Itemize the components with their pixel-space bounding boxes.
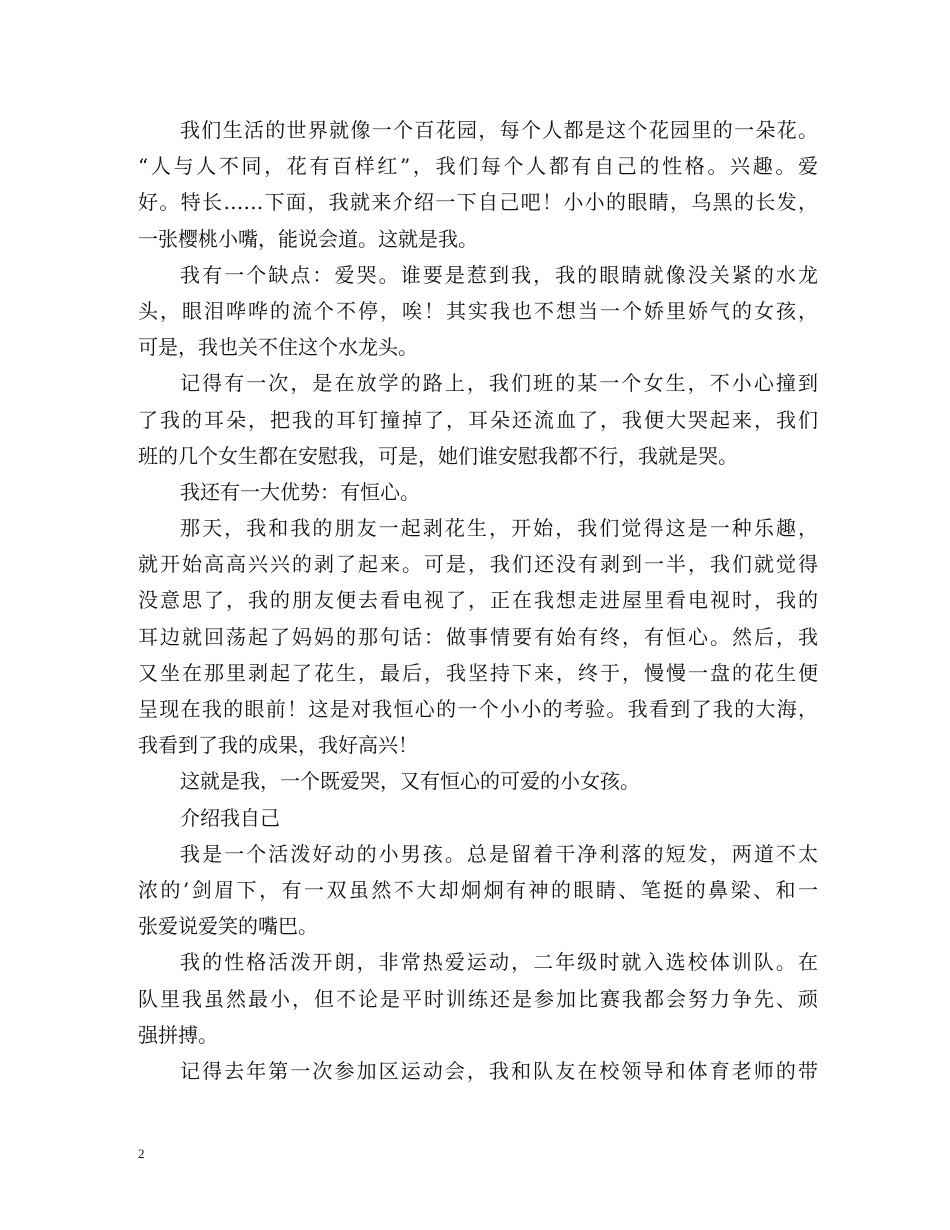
- paragraph-first-line: 记得去年第一次参加区运动会，我和队友在校领导和体育老师的带: [180, 1058, 818, 1083]
- paragraph-first-line: 那天，我和我的朋友一起剥花生，开始，我们觉得这是一种乐趣，: [180, 516, 818, 541]
- paragraph-line: 就开始高高兴兴的剥了起来。可是，我们还没有剥到一半，我们就觉得: [138, 552, 818, 577]
- paragraph-first-line: 我还有一大优势：有恒心。: [180, 479, 420, 504]
- paragraph-line: 强拼搏。: [138, 1022, 218, 1047]
- paragraph-line: 头，眼泪哗哗的流个不停，唉！其实我也不想当一个娇里娇气的女孩，: [138, 298, 818, 323]
- paragraph-first-line: 我的性格活泼开朗，非常热爱运动，二年级时就入选校体训队。在: [180, 950, 818, 975]
- paragraph-line: 耳边就回荡起了妈妈的那句话：做事情要有始有终，有恒心。然后，我: [138, 624, 818, 649]
- paragraph-line: 又坐在那里剥起了花生，最后，我坚持下来，终于，慢慢一盘的花生便: [138, 660, 818, 685]
- paragraph-first-line: 记得有一次，是在放学的路上，我们班的某一个女生，不小心撞到: [180, 371, 818, 396]
- paragraph-line: 浓的’剑眉下，有一双虽然不大却炯炯有神的眼睛、笔挺的鼻梁、和一: [138, 877, 818, 902]
- page-number: 2: [138, 1146, 145, 1161]
- paragraph-first-line: 我有一个缺点：爱哭。谁要是惹到我，我的眼睛就像没关紧的水龙: [180, 262, 818, 287]
- paragraph-line: 可是，我也关不住这个水龙头。: [138, 335, 418, 360]
- paragraph-line: 没意思了，我的朋友便去看电视了，正在我想走进屋里看电视时，我的: [138, 588, 818, 613]
- paragraph-first-line: 我是一个活泼好动的小男孩。总是留着干净利落的短发，两道不太: [180, 841, 818, 866]
- paragraph-line: “人与人不同，花有百样红”，我们每个人都有自己的性格。兴趣。爱: [138, 154, 818, 179]
- paragraph-line: 张爱说爱笑的嘴巴。: [138, 914, 318, 939]
- paragraph-line: 班的几个女生都在安慰我，可是，她们谁安慰我都不行，我就是哭。: [138, 443, 738, 468]
- body-text: [138, 112, 818, 1089]
- paragraph-line: 好。特长……下面，我就来介绍一下自己吧！小小的眼睛，乌黑的长发，: [138, 190, 818, 215]
- paragraph-first-line: 这就是我，一个既爱哭，又有恒心的可爱的小女孩。: [180, 769, 640, 794]
- paragraph-first-line: 我们生活的世界就像一个百花园，每个人都是这个花园里的一朵花。: [180, 118, 818, 142]
- paragraph-line: 了我的耳朵，把我的耳钉撞掉了，耳朵还流血了，我便大哭起来，我们: [138, 407, 818, 432]
- paragraph-line: 我看到了我的成果，我好高兴！: [138, 733, 418, 758]
- paragraph-line: 呈现在我的眼前！这是对我恒心的一个小小的考验。我看到了我的大海，: [138, 697, 818, 721]
- paragraph-line: 一张樱桃小嘴，能说会道。这就是我。: [138, 226, 478, 251]
- paragraph-first-line: 介绍我自己: [180, 805, 280, 830]
- paragraph-line: 队里我虽然最小，但不论是平时训练还是参加比赛我都会努力争先、顽: [138, 986, 818, 1011]
